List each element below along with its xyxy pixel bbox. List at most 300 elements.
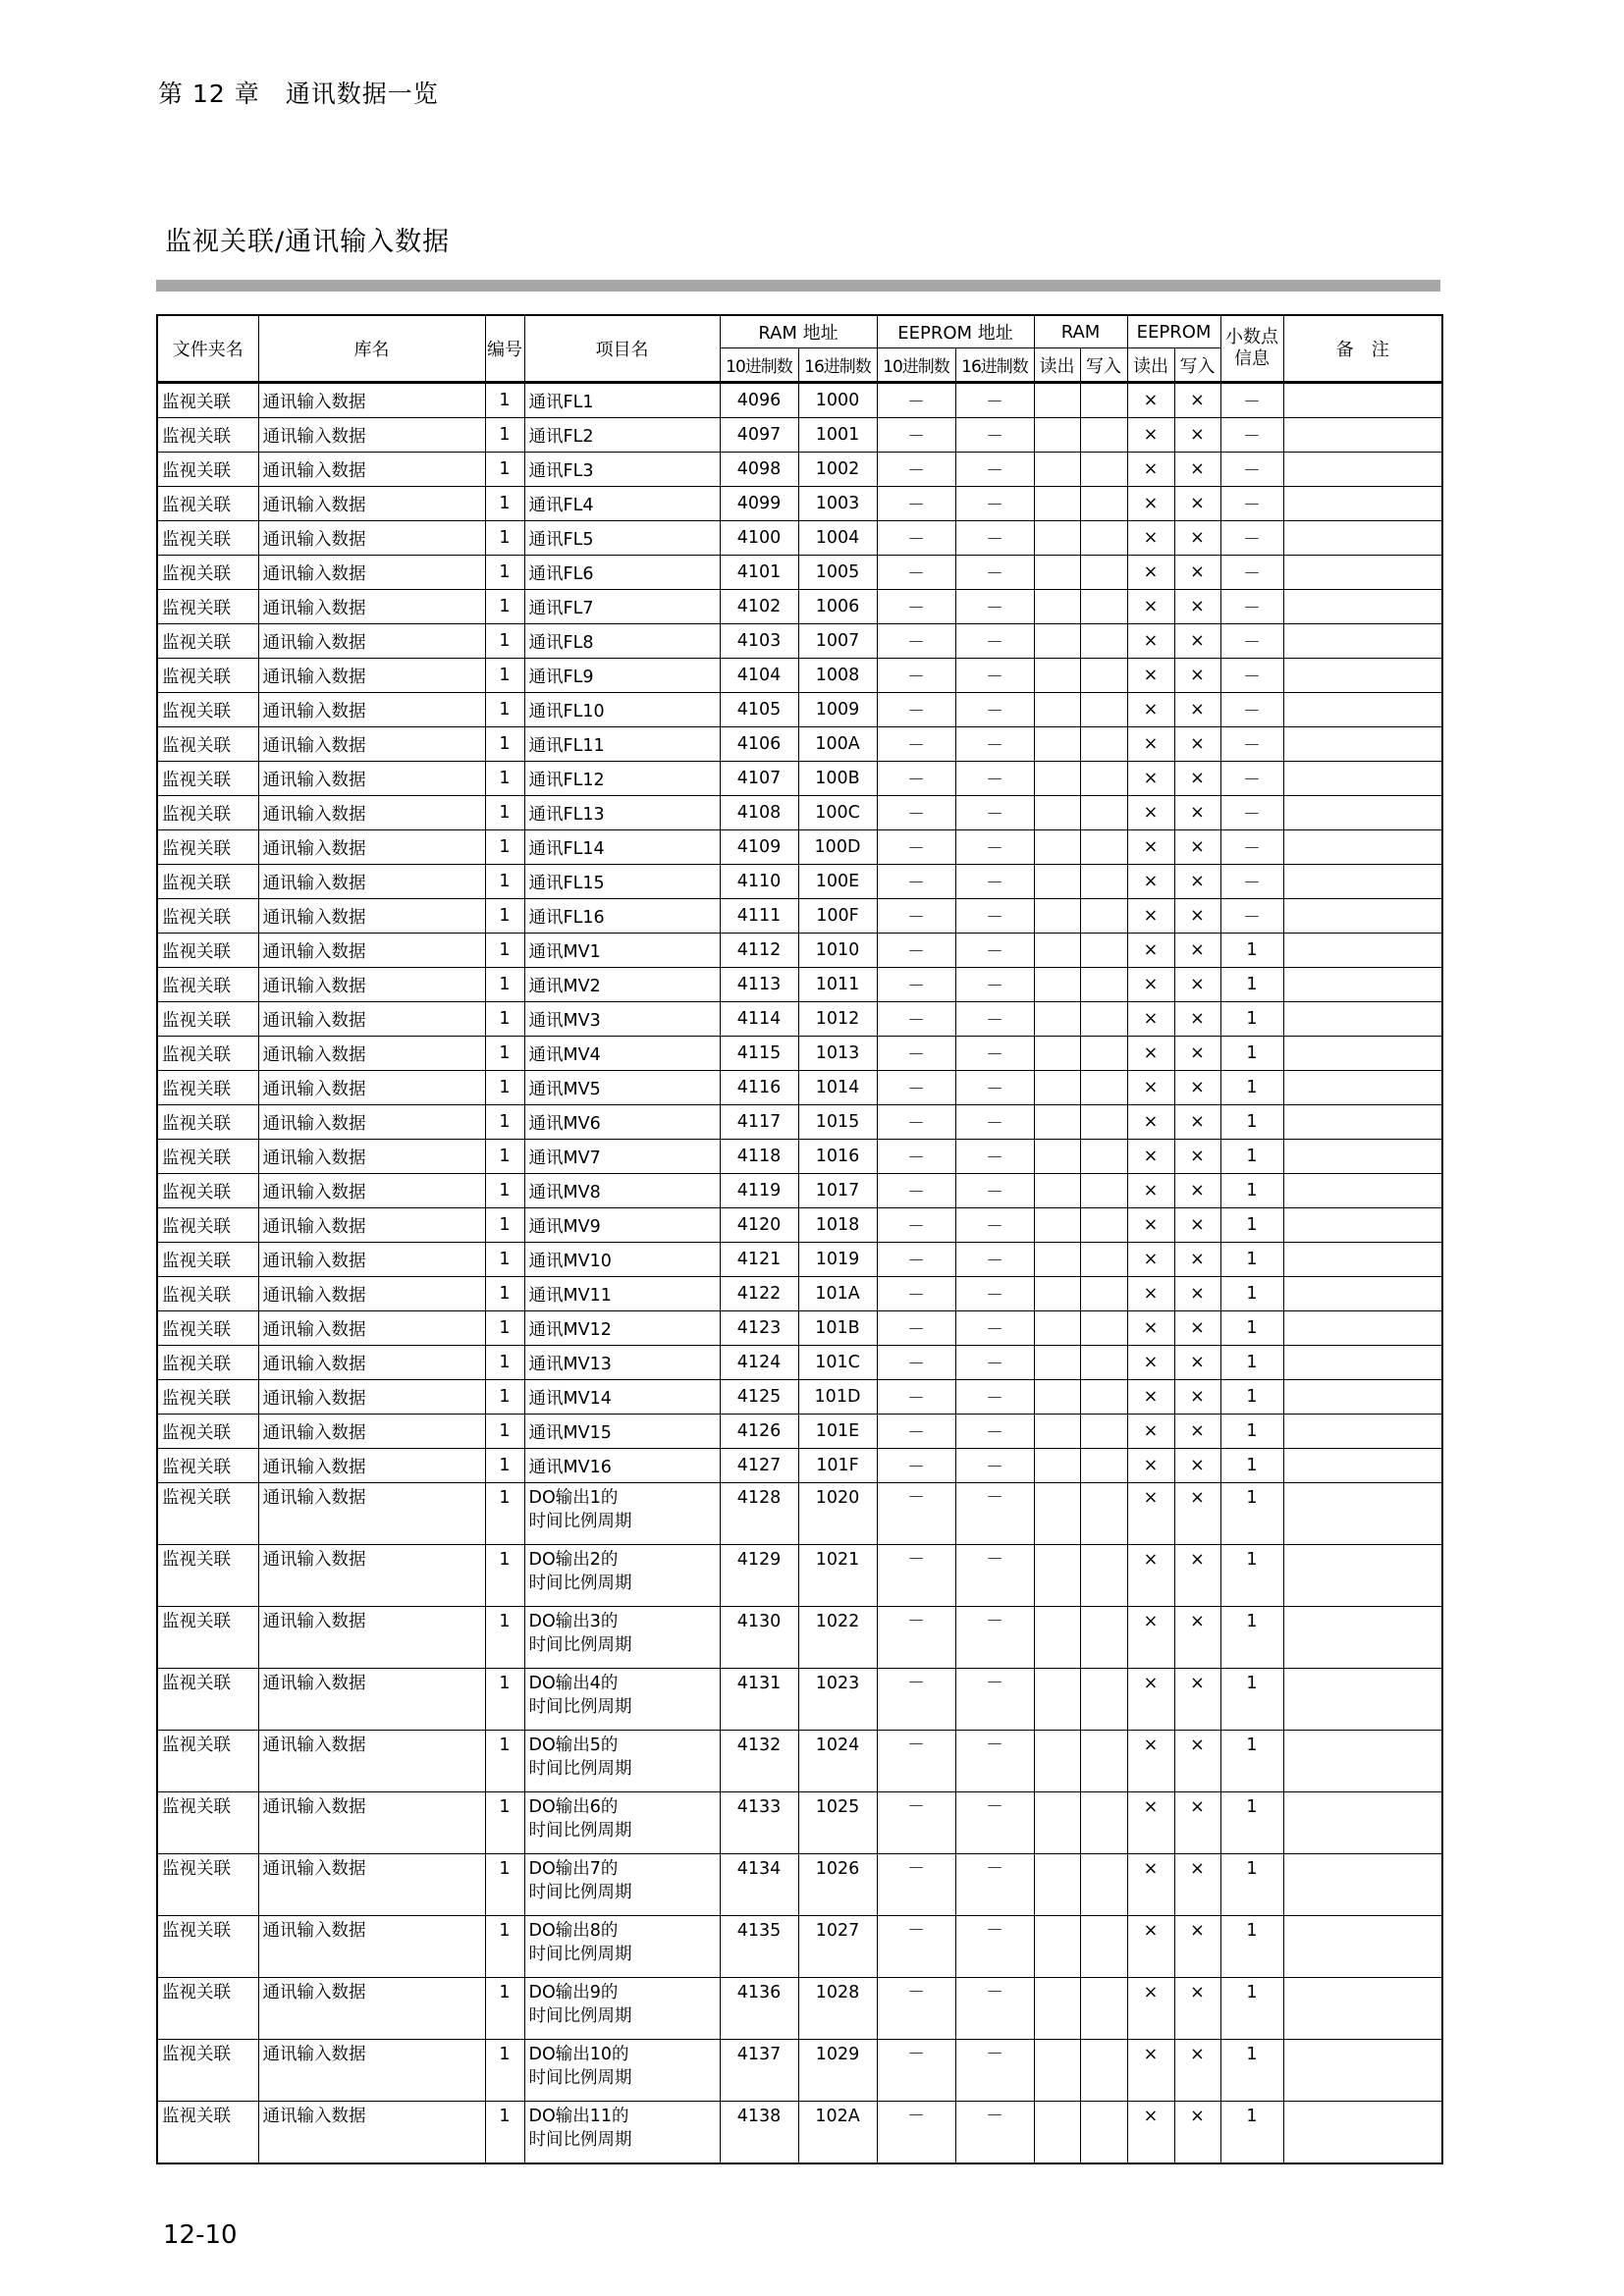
number-cell: 1: [485, 1669, 524, 1731]
table-row: [157, 1208, 1442, 1243]
eeprom-hex-cell: －: [955, 1346, 1034, 1380]
item-cell: [524, 1731, 720, 1792]
number-cell: 1: [485, 934, 524, 968]
ram-hex-cell: 102A: [798, 2102, 877, 2164]
item-cell: [524, 487, 720, 521]
eeprom-dec-cell: －: [877, 1854, 955, 1916]
table-row: [157, 1545, 1442, 1607]
ram-dec-cell: 4131: [720, 1669, 798, 1731]
ram-hex-cell: 101C: [798, 1346, 877, 1380]
item-cell: [524, 1243, 720, 1277]
ram-dec-cell: 4137: [720, 2040, 798, 2102]
eeprom-dec-cell: －: [877, 1449, 955, 1483]
eeprom-write-cell: ×: [1174, 453, 1220, 487]
eeprom-write-cell: ×: [1174, 830, 1220, 865]
library-cell: 通讯输入数据: [258, 1380, 485, 1415]
item-name: 通讯FL8: [528, 632, 594, 653]
ram-write-cell: [1080, 1208, 1127, 1243]
remarks-cell: [1283, 1792, 1442, 1854]
library-cell: 通讯输入数据: [258, 1174, 485, 1208]
library-cell: 通讯输入数据: [258, 590, 485, 624]
ram-read-cell: [1034, 1792, 1080, 1854]
eeprom-write-cell: ×: [1174, 1545, 1220, 1607]
ram-hex-cell: 1017: [798, 1174, 877, 1208]
ram-read-cell: [1034, 1483, 1080, 1545]
folder-cell: 监视关联: [157, 934, 258, 968]
ram-write-cell: [1080, 624, 1127, 659]
table-row: [157, 1037, 1442, 1071]
header-ram-address: RAM 地址: [720, 315, 877, 348]
ram-dec-cell: 4102: [720, 590, 798, 624]
decimal-info-cell: 1: [1220, 1243, 1283, 1277]
remarks-cell: [1283, 1607, 1442, 1669]
eeprom-read-cell: ×: [1127, 1243, 1174, 1277]
decimal-info-cell: 1: [1220, 1002, 1283, 1037]
eeprom-write-cell: ×: [1174, 865, 1220, 899]
ram-read-cell: [1034, 1174, 1080, 1208]
eeprom-hex-cell: －: [955, 727, 1034, 762]
eeprom-write-cell: ×: [1174, 383, 1220, 418]
eeprom-dec-cell: －: [877, 1346, 955, 1380]
eeprom-hex-cell: －: [955, 762, 1034, 796]
decimal-info-cell: 1: [1220, 1731, 1283, 1792]
remarks-cell: [1283, 1311, 1442, 1346]
library-cell: 通讯输入数据: [258, 1916, 485, 1978]
ram-dec-cell: 4138: [720, 2102, 798, 2164]
item-cell: [524, 1311, 720, 1346]
ram-write-cell: [1080, 521, 1127, 556]
ram-read-cell: [1034, 934, 1080, 968]
ram-read-cell: [1034, 1607, 1080, 1669]
folder-cell: 监视关联: [157, 1071, 258, 1105]
eeprom-dec-cell: －: [877, 1607, 955, 1669]
section-title: 监视关联/通讯输入数据: [165, 227, 451, 257]
item-name: DO输出11的: [528, 2107, 629, 2126]
ram-dec-cell: 4114: [720, 1002, 798, 1037]
header-eeprom: EEPROM: [1127, 315, 1220, 348]
decimal-info-cell: －: [1220, 624, 1283, 659]
eeprom-write-cell: ×: [1174, 487, 1220, 521]
eeprom-dec-cell: －: [877, 659, 955, 693]
ram-dec-cell: 4111: [720, 899, 798, 934]
table-row: [157, 1105, 1442, 1140]
ram-read-cell: [1034, 521, 1080, 556]
folder-cell: 监视关联: [157, 1483, 258, 1545]
eeprom-hex-cell: －: [955, 1978, 1034, 2040]
eeprom-hex-cell: －: [955, 796, 1034, 830]
eeprom-read-cell: ×: [1127, 1311, 1174, 1346]
ram-read-cell: [1034, 1037, 1080, 1071]
item-cell: [524, 1669, 720, 1731]
eeprom-dec-cell: －: [877, 1731, 955, 1792]
eeprom-read-cell: ×: [1127, 1346, 1174, 1380]
eeprom-dec-cell: －: [877, 1415, 955, 1449]
decimal-info-cell: 1: [1220, 1311, 1283, 1346]
eeprom-hex-cell: －: [955, 1105, 1034, 1140]
folder-cell: 监视关联: [157, 1174, 258, 1208]
number-cell: 1: [485, 1174, 524, 1208]
ram-write-cell: [1080, 1792, 1127, 1854]
ram-hex-cell: 1018: [798, 1208, 877, 1243]
number-cell: 1: [485, 1854, 524, 1916]
number-cell: 1: [485, 556, 524, 590]
eeprom-hex-cell: －: [955, 1854, 1034, 1916]
item-cell: [524, 830, 720, 865]
ram-dec-cell: 4122: [720, 1277, 798, 1311]
item-cell: [524, 1277, 720, 1311]
item-cell: [524, 590, 720, 624]
ram-read-cell: [1034, 1854, 1080, 1916]
ram-write-cell: [1080, 1243, 1127, 1277]
number-cell: 1: [485, 624, 524, 659]
ram-write-cell: [1080, 1002, 1127, 1037]
eeprom-hex-cell: －: [955, 1277, 1034, 1311]
eeprom-read-cell: ×: [1127, 1607, 1174, 1669]
item-cell: [524, 899, 720, 934]
item-name: 通讯MV1: [528, 941, 601, 962]
ram-write-cell: [1080, 1978, 1127, 2040]
ram-dec-cell: 4129: [720, 1545, 798, 1607]
item-cell: [524, 418, 720, 453]
eeprom-write-cell: ×: [1174, 521, 1220, 556]
header-ram-dec: 10进制数: [720, 348, 798, 383]
ram-dec-cell: 4133: [720, 1792, 798, 1854]
ram-write-cell: [1080, 1916, 1127, 1978]
ram-dec-cell: 4127: [720, 1449, 798, 1483]
eeprom-write-cell: ×: [1174, 1243, 1220, 1277]
eeprom-write-cell: ×: [1174, 762, 1220, 796]
eeprom-hex-cell: －: [955, 899, 1034, 934]
ram-read-cell: [1034, 1669, 1080, 1731]
decimal-info-cell: 1: [1220, 1174, 1283, 1208]
item-name: 通讯MV10: [528, 1251, 612, 1271]
eeprom-hex-cell: －: [955, 1916, 1034, 1978]
item-cell: [524, 1380, 720, 1415]
eeprom-read-cell: ×: [1127, 830, 1174, 865]
item-name: DO输出4的: [528, 1674, 619, 1693]
table-row: [157, 1669, 1442, 1731]
ram-hex-cell: 1005: [798, 556, 877, 590]
ram-dec-cell: 4101: [720, 556, 798, 590]
folder-cell: 监视关联: [157, 487, 258, 521]
number-cell: 1: [485, 1792, 524, 1854]
library-cell: 通讯输入数据: [258, 1731, 485, 1792]
table-row: [157, 968, 1442, 1002]
eeprom-dec-cell: －: [877, 521, 955, 556]
ram-hex-cell: 1029: [798, 2040, 877, 2102]
eeprom-hex-cell: －: [955, 487, 1034, 521]
eeprom-write-cell: ×: [1174, 1483, 1220, 1545]
number-cell: 1: [485, 1277, 524, 1311]
item-name-line2: 时间比例周期: [528, 1635, 632, 1655]
eeprom-read-cell: ×: [1127, 1002, 1174, 1037]
remarks-cell: [1283, 1483, 1442, 1545]
ram-read-cell: [1034, 1545, 1080, 1607]
ram-write-cell: [1080, 2040, 1127, 2102]
eeprom-read-cell: ×: [1127, 762, 1174, 796]
ram-dec-cell: 4103: [720, 624, 798, 659]
item-cell: [524, 1071, 720, 1105]
table-row: [157, 1483, 1442, 1545]
eeprom-read-cell: ×: [1127, 453, 1174, 487]
section-divider: [156, 280, 1440, 292]
library-cell: 通讯输入数据: [258, 1208, 485, 1243]
ram-write-cell: [1080, 762, 1127, 796]
table-row: [157, 659, 1442, 693]
item-name: 通讯FL1: [528, 392, 594, 412]
eeprom-hex-cell: －: [955, 1208, 1034, 1243]
ram-dec-cell: 4097: [720, 418, 798, 453]
eeprom-read-cell: ×: [1127, 383, 1174, 418]
eeprom-read-cell: ×: [1127, 2102, 1174, 2164]
table-row: [157, 865, 1442, 899]
ram-read-cell: [1034, 830, 1080, 865]
folder-cell: 监视关联: [157, 693, 258, 727]
eeprom-read-cell: ×: [1127, 1415, 1174, 1449]
ram-write-cell: [1080, 1037, 1127, 1071]
eeprom-hex-cell: －: [955, 1071, 1034, 1105]
eeprom-write-cell: ×: [1174, 1792, 1220, 1854]
eeprom-read-cell: ×: [1127, 1916, 1174, 1978]
library-cell: 通讯输入数据: [258, 762, 485, 796]
header-decimal-info: [1220, 315, 1283, 383]
item-name: 通讯FL16: [528, 907, 605, 928]
item-cell: [524, 1483, 720, 1545]
item-name: 通讯FL7: [528, 598, 594, 618]
ram-hex-cell: 1022: [798, 1607, 877, 1669]
ram-read-cell: [1034, 1208, 1080, 1243]
eeprom-write-cell: ×: [1174, 968, 1220, 1002]
library-cell: 通讯输入数据: [258, 1415, 485, 1449]
item-name: DO输出3的: [528, 1612, 619, 1631]
eeprom-dec-cell: －: [877, 487, 955, 521]
table-body: [157, 383, 1442, 2164]
item-cell: [524, 659, 720, 693]
item-name-line2: 时间比例周期: [528, 1821, 632, 1841]
ram-read-cell: [1034, 556, 1080, 590]
item-cell: [524, 727, 720, 762]
eeprom-dec-cell: －: [877, 1105, 955, 1140]
number-cell: 1: [485, 383, 524, 418]
eeprom-dec-cell: －: [877, 1916, 955, 1978]
item-cell: [524, 1105, 720, 1140]
decimal-info-cell: －: [1220, 762, 1283, 796]
eeprom-hex-cell: －: [955, 2040, 1034, 2102]
remarks-cell: [1283, 1243, 1442, 1277]
eeprom-read-cell: ×: [1127, 1978, 1174, 2040]
folder-cell: 监视关联: [157, 1792, 258, 1854]
ram-read-cell: [1034, 1916, 1080, 1978]
decimal-info-cell: 1: [1220, 1449, 1283, 1483]
eeprom-write-cell: ×: [1174, 2102, 1220, 2164]
table-row: [157, 934, 1442, 968]
decimal-info-cell: 1: [1220, 1208, 1283, 1243]
eeprom-dec-cell: －: [877, 693, 955, 727]
folder-cell: 监视关联: [157, 521, 258, 556]
remarks-cell: [1283, 899, 1442, 934]
folder-cell: 监视关联: [157, 865, 258, 899]
ram-hex-cell: 101A: [798, 1277, 877, 1311]
folder-cell: 监视关联: [157, 1002, 258, 1037]
eeprom-dec-cell: －: [877, 1174, 955, 1208]
number-cell: 1: [485, 968, 524, 1002]
library-cell: 通讯输入数据: [258, 865, 485, 899]
ram-hex-cell: 1019: [798, 1243, 877, 1277]
ram-hex-cell: 1015: [798, 1105, 877, 1140]
item-cell: [524, 521, 720, 556]
ram-write-cell: [1080, 659, 1127, 693]
eeprom-dec-cell: －: [877, 1140, 955, 1174]
header-ram: RAM: [1034, 315, 1127, 348]
item-cell: [524, 453, 720, 487]
eeprom-read-cell: ×: [1127, 487, 1174, 521]
eeprom-read-cell: ×: [1127, 899, 1174, 934]
library-cell: 通讯输入数据: [258, 1669, 485, 1731]
number-cell: 1: [485, 453, 524, 487]
number-cell: 1: [485, 693, 524, 727]
eeprom-hex-cell: －: [955, 865, 1034, 899]
eeprom-dec-cell: －: [877, 1545, 955, 1607]
eeprom-dec-cell: －: [877, 1311, 955, 1346]
item-cell: [524, 383, 720, 418]
library-cell: 通讯输入数据: [258, 1243, 485, 1277]
table-row: [157, 1311, 1442, 1346]
ram-dec-cell: 4125: [720, 1380, 798, 1415]
item-name: 通讯FL15: [528, 873, 605, 893]
header-number: 编号: [485, 315, 524, 383]
eeprom-dec-cell: －: [877, 830, 955, 865]
table-row: [157, 1415, 1442, 1449]
eeprom-write-cell: ×: [1174, 934, 1220, 968]
item-name: 通讯FL4: [528, 495, 594, 515]
eeprom-hex-cell: －: [955, 1545, 1034, 1607]
table-row: [157, 1854, 1442, 1916]
decimal-info-cell: －: [1220, 487, 1283, 521]
ram-hex-cell: 1006: [798, 590, 877, 624]
library-cell: 通讯输入数据: [258, 1854, 485, 1916]
item-name: 通讯MV13: [528, 1354, 612, 1374]
remarks-cell: [1283, 865, 1442, 899]
item-cell: [524, 1140, 720, 1174]
eeprom-dec-cell: －: [877, 934, 955, 968]
header-ram-read: 读出: [1034, 348, 1080, 383]
item-name: DO输出7的: [528, 1859, 619, 1879]
number-cell: 1: [485, 659, 524, 693]
ram-hex-cell: 1003: [798, 487, 877, 521]
library-cell: 通讯输入数据: [258, 1002, 485, 1037]
item-name: 通讯MV14: [528, 1388, 612, 1409]
ram-read-cell: [1034, 2040, 1080, 2102]
eeprom-read-cell: ×: [1127, 1483, 1174, 1545]
item-name: DO输出8的: [528, 1921, 619, 1941]
item-name: DO输出5的: [528, 1735, 619, 1755]
table-row: [157, 796, 1442, 830]
remarks-cell: [1283, 521, 1442, 556]
eeprom-read-cell: ×: [1127, 1731, 1174, 1792]
remarks-cell: [1283, 487, 1442, 521]
number-cell: 1: [485, 590, 524, 624]
folder-cell: 监视关联: [157, 727, 258, 762]
item-name-line2: 时间比例周期: [528, 1883, 632, 1902]
remarks-cell: [1283, 1002, 1442, 1037]
eeprom-write-cell: ×: [1174, 1346, 1220, 1380]
ram-hex-cell: 101B: [798, 1311, 877, 1346]
ram-write-cell: [1080, 1545, 1127, 1607]
eeprom-write-cell: ×: [1174, 624, 1220, 659]
folder-cell: 监视关联: [157, 1277, 258, 1311]
item-name-line2: 时间比例周期: [528, 1697, 632, 1717]
ram-dec-cell: 4136: [720, 1978, 798, 2040]
eeprom-dec-cell: －: [877, 453, 955, 487]
eeprom-write-cell: ×: [1174, 1277, 1220, 1311]
ram-read-cell: [1034, 865, 1080, 899]
eeprom-read-cell: ×: [1127, 556, 1174, 590]
number-cell: 1: [485, 1105, 524, 1140]
number-cell: 1: [485, 2040, 524, 2102]
item-cell: [524, 1978, 720, 2040]
decimal-info-cell: 1: [1220, 1380, 1283, 1415]
ram-hex-cell: 1020: [798, 1483, 877, 1545]
remarks-cell: [1283, 1380, 1442, 1415]
ram-write-cell: [1080, 1483, 1127, 1545]
ram-hex-cell: 1028: [798, 1978, 877, 2040]
item-name: 通讯FL10: [528, 701, 605, 721]
item-cell: [524, 934, 720, 968]
table-row: [157, 1449, 1442, 1483]
ram-read-cell: [1034, 693, 1080, 727]
eeprom-dec-cell: －: [877, 1037, 955, 1071]
table-row: [157, 1002, 1442, 1037]
item-name: 通讯FL14: [528, 838, 605, 859]
ram-dec-cell: 4100: [720, 521, 798, 556]
ram-read-cell: [1034, 727, 1080, 762]
eeprom-hex-cell: －: [955, 1449, 1034, 1483]
eeprom-write-cell: ×: [1174, 556, 1220, 590]
ram-write-cell: [1080, 1174, 1127, 1208]
decimal-info-cell: 1: [1220, 1277, 1283, 1311]
item-cell: [524, 1792, 720, 1854]
ram-read-cell: [1034, 1243, 1080, 1277]
folder-cell: 监视关联: [157, 1346, 258, 1380]
ram-dec-cell: 4135: [720, 1916, 798, 1978]
ram-read-cell: [1034, 796, 1080, 830]
table-row: [157, 830, 1442, 865]
item-cell: [524, 1854, 720, 1916]
eeprom-hex-cell: －: [955, 521, 1034, 556]
item-cell: [524, 2040, 720, 2102]
eeprom-dec-cell: －: [877, 2040, 955, 2102]
eeprom-hex-cell: －: [955, 1607, 1034, 1669]
number-cell: 1: [485, 1449, 524, 1483]
eeprom-write-cell: ×: [1174, 418, 1220, 453]
ram-read-cell: [1034, 1380, 1080, 1415]
number-cell: 1: [485, 1916, 524, 1978]
ram-write-cell: [1080, 590, 1127, 624]
eeprom-read-cell: ×: [1127, 727, 1174, 762]
ram-read-cell: [1034, 487, 1080, 521]
item-name: 通讯FL2: [528, 426, 594, 447]
decimal-info-cell: －: [1220, 521, 1283, 556]
library-cell: 通讯输入数据: [258, 487, 485, 521]
decimal-info-cell: 1: [1220, 1545, 1283, 1607]
ram-hex-cell: 101F: [798, 1449, 877, 1483]
item-cell: [524, 1002, 720, 1037]
table-row: [157, 453, 1442, 487]
eeprom-dec-cell: －: [877, 1978, 955, 2040]
folder-cell: 监视关联: [157, 899, 258, 934]
number-cell: 1: [485, 1380, 524, 1415]
library-cell: 通讯输入数据: [258, 453, 485, 487]
